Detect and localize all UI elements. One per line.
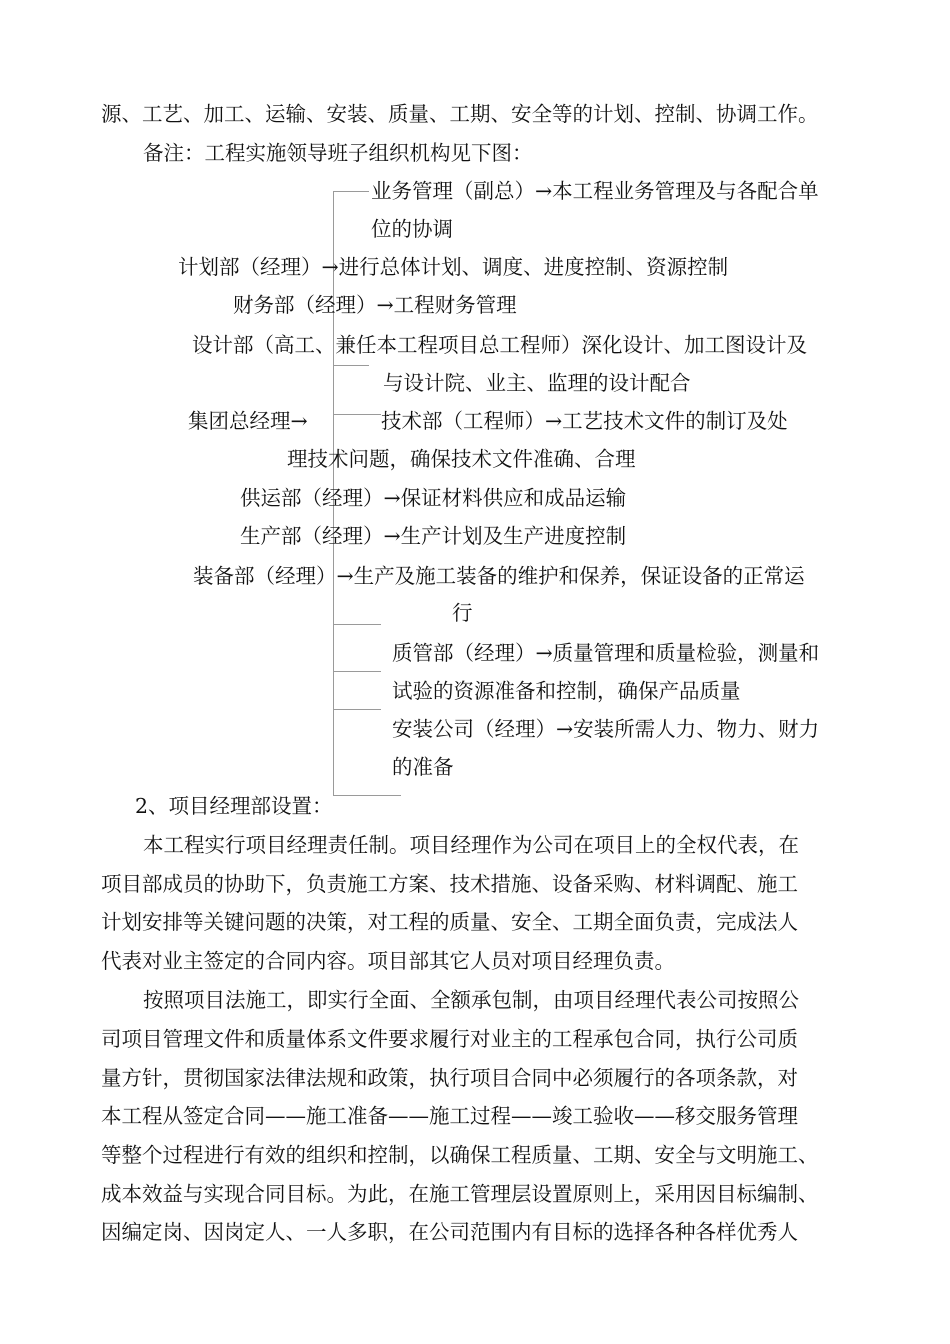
- org-node-finance: 财务部（经理）→工程财务管理: [233, 293, 517, 317]
- org-node-business-cont: 位的协调: [371, 217, 453, 241]
- org-node-design: 设计部（高工、兼任本工程项目总工程师）深化设计、加工图设计及: [192, 333, 807, 357]
- section-heading: 2、项目经理部设置：: [135, 794, 333, 818]
- org-node-tech: 技术部（工程师）→工艺技术文件的制订及处: [381, 409, 788, 433]
- org-branch-line: [333, 709, 381, 710]
- paragraph-line: 计划安排等关键问题的决策，对工程的质量、安全、工期全面负责，完成法人: [101, 910, 798, 934]
- paragraph-line: 因编定岗、因岗定人、一人多职，在公司范围内有目标的选择各种各样优秀人: [101, 1220, 798, 1244]
- org-branch-line: [333, 624, 381, 625]
- org-node-equipment-cont: 行: [452, 601, 473, 625]
- org-node-equipment: 装备部（经理）→生产及施工装备的维护和保养，保证设备的正常运: [193, 564, 805, 588]
- org-node-quality: 质管部（经理）→质量管理和质量检验，测量和: [392, 641, 820, 665]
- org-branch-line: [333, 191, 369, 192]
- org-node-design-cont: 与设计院、业主、监理的设计配合: [383, 371, 691, 395]
- org-chart-note: 备注：工程实施领导班子组织机构见下图：: [143, 141, 533, 165]
- org-node-install-cont: 的准备: [392, 755, 454, 779]
- org-branch-line: [333, 795, 401, 796]
- org-node-planning: 计划部（经理）→进行总体计划、调度、进度控制、资源控制: [178, 255, 729, 279]
- paragraph-line: 成本效益与实现合同目标。为此，在施工管理层设置原则上，采用因目标编制、: [101, 1182, 819, 1206]
- org-branch-line: [333, 414, 381, 415]
- org-node-tech-cont: 理技术问题，确保技术文件准确、合理: [287, 447, 636, 471]
- paragraph-line: 等整个过程进行有效的组织和控制，以确保工程质量、工期、安全与文明施工、: [101, 1143, 819, 1167]
- org-root-general-manager: 集团总经理→: [188, 409, 308, 433]
- org-node-install: 安装公司（经理）→安装所需人力、物力、财力: [392, 717, 820, 741]
- org-node-supply: 供运部（经理）→保证材料供应和成品运输: [240, 486, 627, 510]
- org-node-business: 业务管理（副总）→本工程业务管理及与各配合单: [371, 179, 819, 203]
- paragraph-line: 本工程实行项目经理责任制。项目经理作为公司在项目上的全权代表，在: [143, 833, 799, 857]
- paragraph-line: 按照项目法施工，即实行全面、全额承包制，由项目经理代表公司按照公: [143, 988, 799, 1012]
- paragraph-line: 司项目管理文件和质量体系文件要求履行对业主的工程承包合同，执行公司质: [101, 1027, 798, 1051]
- org-node-production: 生产部（经理）→生产计划及生产进度控制: [240, 524, 627, 548]
- org-branch-line: [333, 365, 369, 366]
- org-node-quality-cont: 试验的资源准备和控制，确保产品质量: [392, 679, 741, 703]
- paragraph-line: 本工程从签定合同——施工准备——施工过程——竣工验收——移交服务管理: [101, 1104, 798, 1128]
- paragraph-line: 代表对业主签定的合同内容。项目部其它人员对项目经理负责。: [101, 949, 675, 973]
- paragraph-line: 量方针，贯彻国家法律法规和政策，执行项目合同中必须履行的各项条款，对: [101, 1066, 798, 1090]
- org-branch-line: [333, 671, 381, 672]
- paragraph-line: 项目部成员的协助下，负责施工方案、技术措施、设备采购、材料调配、施工: [101, 872, 798, 896]
- intro-line: 源、工艺、加工、运输、安装、质量、工期、安全等的计划、控制、协调工作。: [101, 102, 819, 126]
